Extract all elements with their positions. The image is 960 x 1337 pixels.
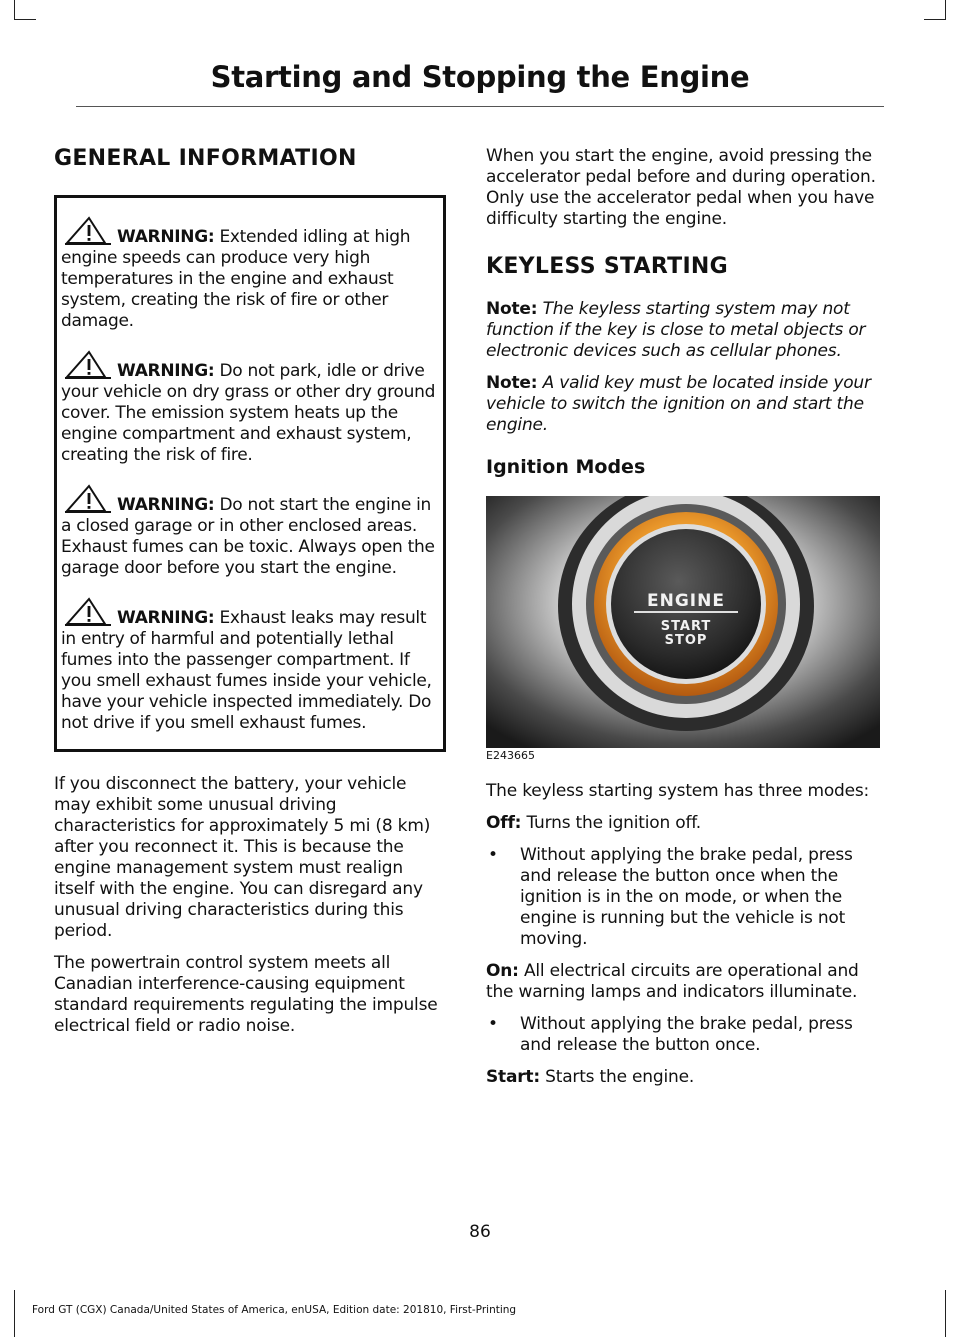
mode-text-start: Starts the engine. (539, 1067, 695, 1087)
crop-mark (924, 19, 946, 20)
engine-start-stop-button-image (486, 496, 880, 762)
warning-label: WARNING: (117, 361, 215, 381)
button-text-engine: ENGINE (647, 591, 725, 611)
mode-text-off: Turns the ignition off. (521, 813, 701, 833)
start-stop-button-illustration (486, 496, 880, 748)
warning-label: WARNING: (117, 495, 215, 515)
subsection-title-ignition-modes: Ignition Modes (486, 456, 646, 478)
section-title-general-information: GENERAL INFORMATION (54, 146, 357, 171)
section-title-keyless-starting: KEYLESS STARTING (486, 254, 728, 279)
paragraph-accelerator: When you start the engine, avoid pressing the accelerator pedal before and during operation. Only use the accelerator pedal when you have difficulty starting the engine. (486, 146, 876, 229)
off-bullet-list (486, 845, 880, 950)
crop-mark (14, 19, 36, 20)
warning-text: Do not park, idle or drive your vehicle on dry grass or other dry ground cover. The emission system heats up the engine compartment and exhaust system, creating the risk of fire. (61, 361, 436, 465)
note-label: Note: (486, 373, 538, 393)
note-text: The keyless starting system may not function if the key is close to metal objects or electronic devices such as cellular phones. (486, 299, 866, 361)
mode-label-on: On: (486, 961, 519, 981)
crop-mark (14, 1290, 15, 1337)
note-valid-key (486, 373, 880, 436)
page-number: 86 (469, 1222, 491, 1242)
warning-triangle-icon (61, 216, 113, 246)
warning-triangle-icon (61, 350, 113, 380)
button-text-stop: STOP (664, 633, 708, 648)
page-title: Starting and Stopping the Engine (210, 60, 750, 94)
header-divider (76, 106, 884, 107)
button-text-rule (634, 611, 738, 613)
paragraph-powertrain: The powertrain control system meets all Canadian interference-causing equipment standard requirements regulating the impulse electrical field or radio noise. (54, 953, 438, 1036)
warning-item (61, 597, 443, 734)
crop-mark (945, 0, 946, 20)
mode-start (486, 1067, 880, 1088)
note-label: Note: (486, 299, 538, 319)
footer-edition: Ford GT (CGX) Canada/United States of America, enUSA, Edition date: 201810, First-Printing (32, 1304, 517, 1316)
mode-on (486, 961, 880, 1003)
crop-mark (945, 1290, 946, 1337)
right-column (486, 146, 880, 1099)
warning-label: WARNING: (117, 608, 215, 628)
crop-mark (14, 0, 15, 20)
warning-item (61, 484, 443, 579)
note-metal-objects (486, 299, 880, 362)
list-item: • Without applying the brake pedal, press and release the button once. (486, 1014, 880, 1056)
paragraph-battery: If you disconnect the battery, your vehicle may exhibit some unusual driving characteristics for approximately 5 mi (8 km) after you reconnect it. This is because the engine management system must realign itself with the engine. You can disregard any unusual driving characteristics during this period. (54, 774, 431, 941)
on-bullet-list (486, 1014, 880, 1056)
warning-triangle-icon (61, 597, 113, 627)
note-text: A valid key must be located inside your vehicle to switch the ignition on and start the engine. (486, 373, 871, 435)
button-text-start: START (660, 619, 712, 634)
warning-item (61, 350, 443, 466)
warning-label: WARNING: (117, 227, 215, 247)
figure-code: E243665 (486, 749, 535, 762)
mode-text-on: All electrical circuits are operational and the warning lamps and indicators illuminate. (486, 961, 859, 1002)
warning-triangle-icon (61, 484, 113, 514)
list-item: • Without applying the brake pedal, press and release the button once when the ignition is in the on mode, or when the engine is running but the vehicle is not moving. (486, 845, 880, 950)
paragraph-three-modes: The keyless starting system has three modes: (486, 781, 870, 801)
warning-text: Exhaust leaks may result in entry of harmful and potentially lethal fumes into the passenger compartment. If you smell exhaust fumes inside your vehicle, have your vehicle inspected immediately. Do not drive if you smell exhaust fumes. (61, 608, 432, 733)
warning-text: Do not start the engine in a closed garage or in other enclosed areas. Exhaust fumes can be toxic. Always open the garage door before you start the engine. (61, 495, 435, 578)
left-column (54, 146, 446, 1048)
mode-label-start: Start: (486, 1067, 540, 1087)
mode-off (486, 813, 880, 834)
warning-item (61, 216, 443, 332)
warning-box (54, 195, 446, 752)
warning-text: Extended idling at high engine speeds can produce very high temperatures in the engine and exhaust system, creating the risk of fire or other damage. (61, 227, 411, 331)
mode-label-off: Off: (486, 813, 522, 833)
